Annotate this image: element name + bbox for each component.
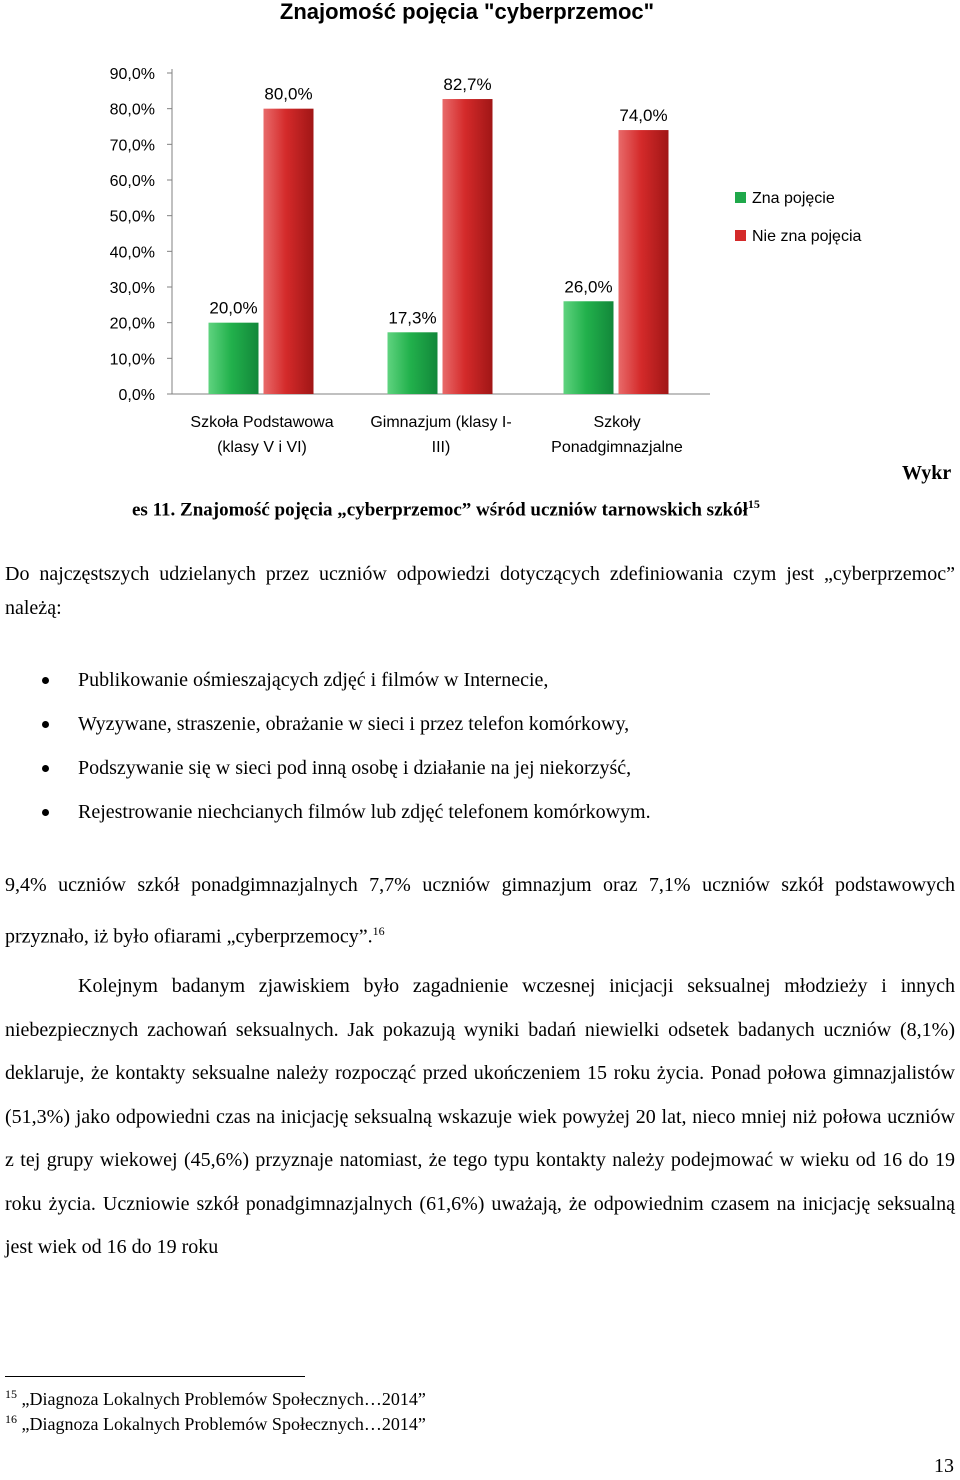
y-tick-label: 0,0% <box>118 387 155 404</box>
data-label: 26,0% <box>564 277 613 297</box>
y-tick-label: 20,0% <box>109 315 155 333</box>
bar <box>209 323 259 394</box>
paragraph-statistics: 9,4% uczniów szkół ponadgimnazjalnych 7,7% uczniów gimnazjum oraz 7,1% uczniów szkół podstawowych przyznało, iż było ofiarami „cyberprzemocy”.$^{16}$ <box>5 874 955 948</box>
data-label: 17,3% <box>388 308 437 328</box>
bar <box>264 109 314 394</box>
x-tick-label: III) <box>431 439 451 456</box>
y-tick-label: 90,0% <box>109 66 155 83</box>
y-tick-label: 60,0% <box>109 173 155 190</box>
paragraph-intro: Do najczęstszych udzielanych przez uczniów odpowiedzi dotyczących zdefiniowania czym jest „cyberprzemoc” należą: <box>5 563 955 619</box>
data-label: 74,0% <box>619 106 668 126</box>
y-tick-label: 30,0% <box>109 280 155 297</box>
list-item: Podszywanie się w sieci pod inną osobę i działanie na jej niekorzyść, <box>0 750 960 794</box>
figure-label-fragment: Wykr <box>902 462 952 484</box>
bar <box>619 130 669 394</box>
x-tick-label: Szkoła Podstawowa <box>190 414 334 431</box>
y-tick-label: 50,0% <box>109 208 155 226</box>
data-label: 82,7% <box>443 75 492 95</box>
footnote: $^{15}$ „Diagnoza Lokalnych Problemów Społecznych…2014” <box>5 1387 426 1409</box>
paragraph-sexual-initiation: Kolejnym badanym zjawiskiem było zagadnienie wczesnej inicjacji seksualnej młodzieży i innych niebezpiecznych zachowań seksualnych. Jak pokazują wyniki badań niewielki odsetek badanych uczniów (8,1%) deklaruje, że kontakty seksualne należy rozpocząć przed ukończeniem 15 roku życia. Ponad połowa gimnazjalistów (51,3%) jako odpowiedni czas na inicjację seksualną wskazuje wiek powyżej 20 lat, nieco mniej niż połowa uczniów z tej grupy wiekowej (45,6%) przyznaje natomiast, że tego typu kontakty należy podejmować w wieku od 16 do 19 roku życia. Uczniowie szkół ponadgimnazjalnych (61,6%) uważają, że odpowiednim czasem na inicjację seksualną jest wiek od 16 do 19 roku <box>5 975 955 1258</box>
list-item: Publikowanie ośmieszających zdjęć i filmów w Internecie, <box>0 662 960 706</box>
bullet-icon <box>42 809 49 816</box>
x-tick-label: Ponadgimnazjalne <box>551 439 683 456</box>
bullet-list <box>0 662 960 838</box>
page-number: 13 <box>934 1455 954 1477</box>
footnote: $^{16}$ „Diagnoza Lokalnych Problemów Społecznych…2014” <box>5 1412 426 1434</box>
bars-layer <box>190 75 683 456</box>
footnote-ref: 16 <box>372 924 385 938</box>
bar <box>388 332 438 394</box>
caption-footnote-ref: 15 <box>747 497 760 511</box>
caption-text: es 11. Znajomość pojęcia „cyberprzemoc” wśród uczniów tarnowskich szkół <box>132 499 748 521</box>
bullet-icon <box>42 677 49 684</box>
data-label: 20,0% <box>209 298 258 318</box>
y-tick-label: 40,0% <box>109 244 155 262</box>
legend <box>735 190 862 245</box>
list-item: Wyzywane, straszenie, obrażanie w sieci i przez telefon komórkowy, <box>0 706 960 750</box>
legend-swatch <box>735 230 746 241</box>
bar-chart <box>0 0 960 470</box>
x-tick-label: Szkoły <box>593 414 641 431</box>
data-label: 80,0% <box>264 84 313 104</box>
legend-label: Zna pojęcie <box>752 190 835 207</box>
y-tick-label: 80,0% <box>109 101 155 119</box>
legend-label: Nie zna pojęcia <box>752 228 862 245</box>
chart-title: Znajomość pojęcia "cyberprzemoc" <box>279 0 655 24</box>
bar <box>443 99 493 394</box>
bullet-icon <box>42 721 49 728</box>
x-tick-label: Gimnazjum (klasy I- <box>370 414 512 431</box>
x-tick-label: (klasy V i VI) <box>217 439 307 456</box>
bar <box>564 301 614 394</box>
y-tick-label: 70,0% <box>109 137 155 155</box>
legend-swatch <box>735 192 746 203</box>
footnote-divider <box>5 1376 305 1377</box>
y-tick-label: 10,0% <box>109 351 155 369</box>
bullet-icon <box>42 765 49 772</box>
list-item: Rejestrowanie niechcianych filmów lub zdjęć telefonem komórkowym. <box>0 794 960 838</box>
